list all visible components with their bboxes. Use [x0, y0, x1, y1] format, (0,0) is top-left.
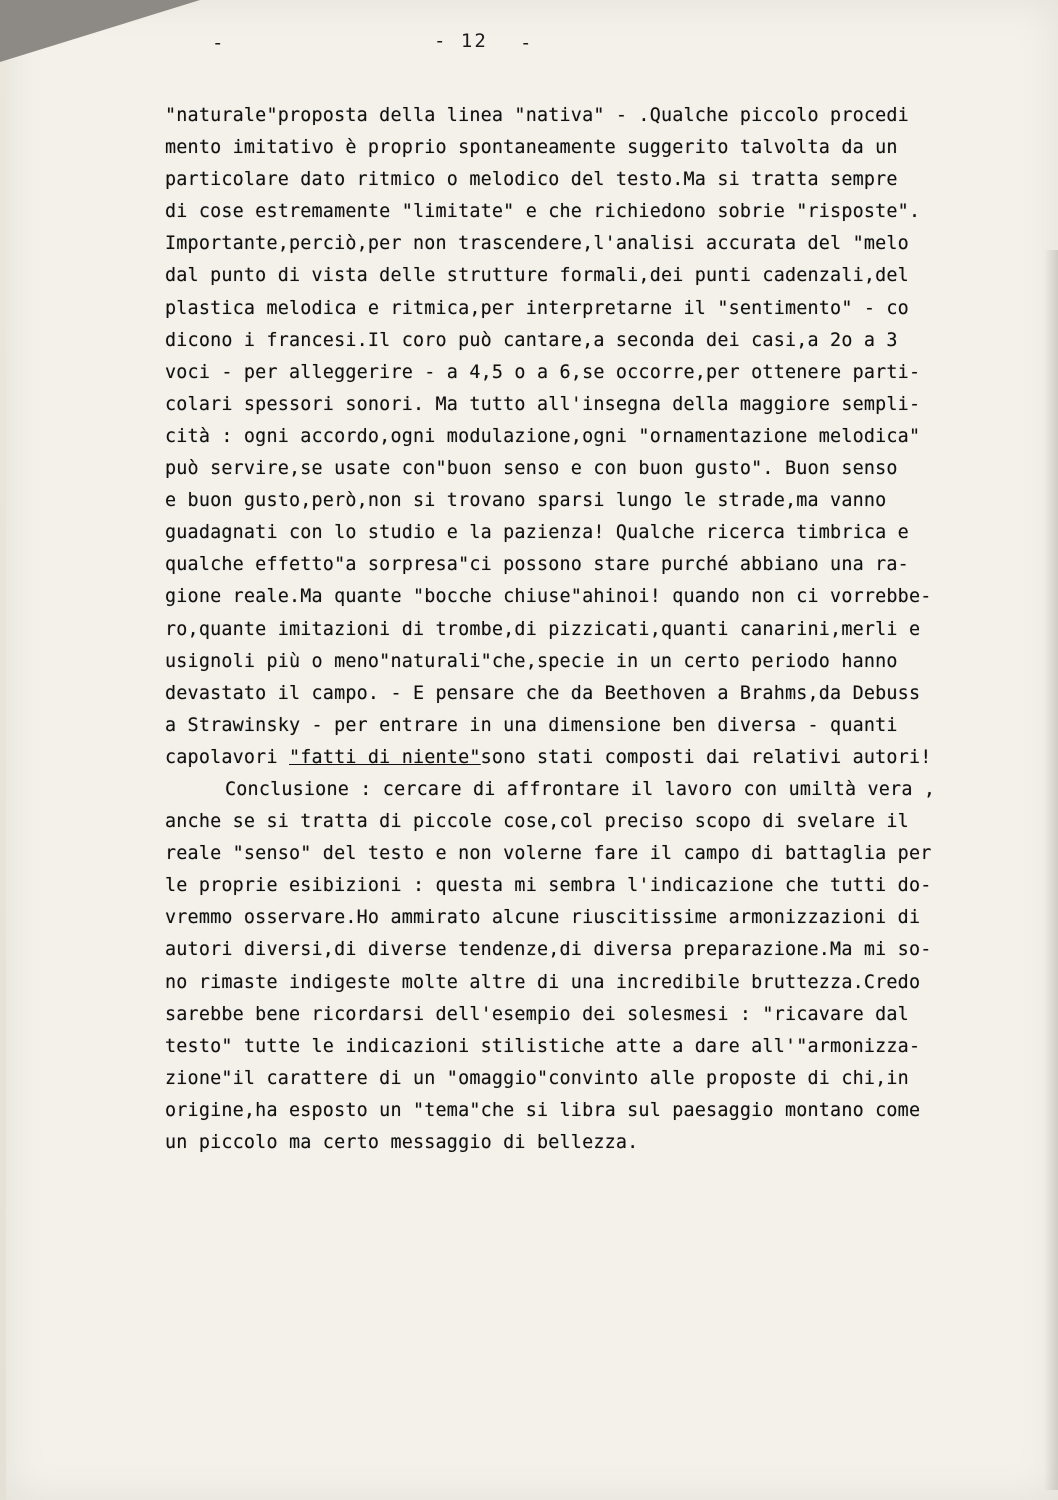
text-line: a Strawinsky - per entrare in una dimensione ben diversa - quanti: [165, 714, 898, 736]
header-right-mark: -: [520, 32, 532, 54]
text-line: dicono i francesi.Il coro può cantare,a seconda dei casi,a 2o a 3: [165, 329, 898, 351]
text-segment: capolavori: [165, 746, 289, 768]
typed-body-text: [165, 100, 1045, 1159]
text-line: di cose estremamente "limitate" e che richiedono sobrie "risposte".: [165, 201, 921, 223]
text-line: vremmo osservare.Ho ammirato alcune riuscitissime armonizzazioni di: [165, 907, 921, 929]
text-line: voci - per alleggerire - a 4,5 o a 6,se occorre,per ottenere parti-: [165, 361, 921, 383]
text-line: può servire,se usate con"buon senso e con buon gusto". Buon senso: [165, 458, 898, 480]
text-line: autori diversi,di diverse tendenze,di diversa preparazione.Ma mi so-: [165, 939, 932, 961]
text-line: guadagnati con lo studio e la pazienza! Qualche ricerca timbrica e: [165, 522, 909, 544]
text-line: devastato il campo. - E pensare che da Beethoven a Brahms,da Debuss: [165, 682, 921, 704]
text-line-underlined: [165, 742, 1045, 774]
text-line: ro,quante imitazioni di trombe,di pizzicati,quanti canarini,merli e: [165, 618, 921, 640]
text-line: un piccolo ma certo messaggio di bellezza.: [165, 1132, 639, 1153]
page-edge-shadow: [1044, 250, 1058, 1490]
text-line: usignoli più o meno"naturali"che,specie in un certo periodo hanno: [165, 650, 898, 672]
text-line: reale "senso" del testo e non volerne fare il campo di battaglia per: [165, 843, 932, 865]
text-line: dal punto di vista delle strutture formali,dei punti cadenzali,del: [165, 265, 909, 287]
underlined-phrase: "fatti di niente": [289, 746, 481, 768]
text-line: Importante,perciò,per non trascendere,l'analisi accurata del "melo: [165, 233, 909, 255]
text-line: origine,ha esposto un "tema"che si libra sul paesaggio montano come: [165, 1099, 921, 1121]
text-line: no rimaste indigeste molte altre di una incredibile bruttezza.Credo: [165, 971, 921, 993]
text-line: plastica melodica e ritmica,per interpretarne il "sentimento" - co: [165, 297, 909, 319]
text-line: anche se si tratta di piccole cose,col preciso scopo di svelare il: [165, 811, 909, 833]
text-line: qualche effetto"a sorpresa"ci possono stare purché abbiano una ra-: [165, 554, 909, 576]
conclusion-line: Conclusione : cercare di affrontare il lavoro con umiltà vera ,: [225, 778, 936, 800]
text-line: gione reale.Ma quante "bocche chiuse"ahinoi! quando non ci vorrebbe-: [165, 586, 932, 608]
header-left-mark: -: [212, 32, 224, 54]
text-line: "naturale"proposta della linea "nativa" - .Qualche piccolo procedi: [165, 105, 909, 126]
text-line: le proprie esibizioni : questa mi sembra l'indicazione che tutti do-: [165, 875, 932, 897]
text-line: testo" tutte le indicazioni stilistiche atte a dare all'"armonizza-: [165, 1035, 921, 1057]
page-header: [0, 30, 1058, 56]
text-line: e buon gusto,però,non si trovano sparsi lungo le strade,ma vanno: [165, 490, 887, 512]
text-line: sarebbe bene ricordarsi dell'esempio dei solesmesi : "ricavare dal: [165, 1003, 909, 1025]
text-line: colari spessori sonori. Ma tutto all'insegna della maggiore sempli-: [165, 393, 921, 415]
text-line: zione"il carattere di un "omaggio"convinto alle proposte di chi,in: [165, 1067, 909, 1089]
text-line: particolare dato ritmico o melodico del testo.Ma si tratta sempre: [165, 169, 898, 191]
text-segment: sono stati composti dai relativi autori!: [480, 746, 932, 768]
text-line: cità : ogni accordo,ogni modulazione,ogni "ornamentazione melodica": [165, 425, 921, 447]
page-number: - 12: [434, 30, 488, 52]
text-line: mento imitativo è proprio spontaneamente suggerito talvolta da un: [165, 137, 898, 159]
